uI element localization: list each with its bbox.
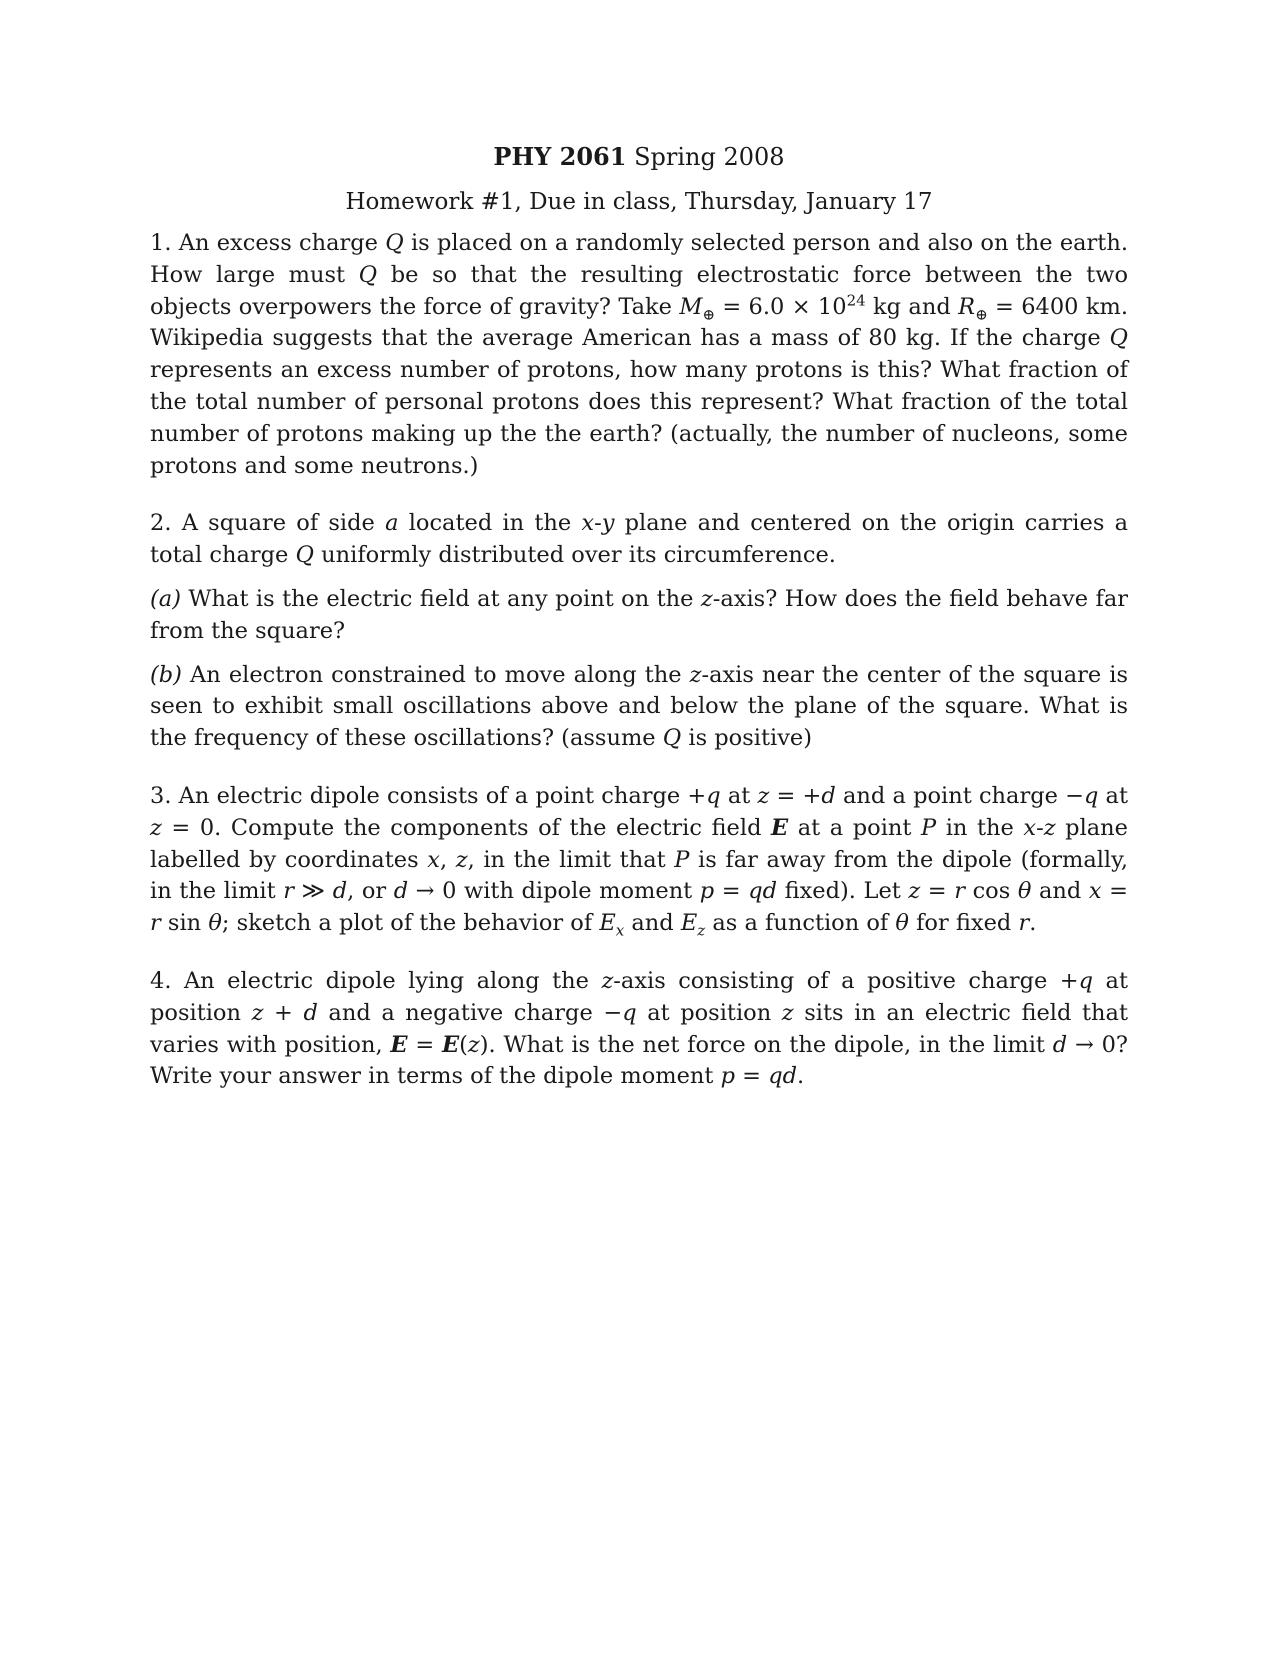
problem-2a-text (150, 584, 1128, 648)
problem-2a-label: (a) (150, 585, 181, 612)
course-term: Spring 2008 (634, 143, 785, 171)
problem-4-number: 4. (150, 967, 172, 994)
problem-4-body: An electric dipole lying along the z-axis consisting of a positive charge +q at position z + d and a negative charge −q at position z sits in an electric field that varies with position, E = E(z). What is the net force on the dipole, in the limit d → 0? Write your answer in terms of the dipole moment p = qd. (150, 967, 1128, 1090)
problem-4-text (150, 966, 1128, 1093)
problem-1 (150, 228, 1128, 482)
course-title (150, 140, 1128, 174)
problem-4 (150, 966, 1128, 1093)
problem-3-text (150, 781, 1128, 940)
homework-page (150, 140, 1128, 1119)
problem-2a-body: What is the electric field at any point on the z-axis? How does the field behave far from the square? (150, 585, 1128, 644)
problem-1-text (150, 228, 1128, 482)
problem-2b-label: (b) (150, 661, 182, 688)
problem-2-text (150, 508, 1128, 572)
problem-2b-body: An electron constrained to move along the z-axis near the center of the square is seen to exhibit small oscillations above and below the plane of the square. What is the frequency of these oscillations? (assume Q is positive) (150, 661, 1129, 752)
problem-1-number: 1. (150, 230, 172, 256)
problem-2b-text (150, 660, 1128, 755)
course-code: PHY 2061 (493, 142, 627, 171)
assignment-heading: Homework #1, Due in class, Thursday, January 17 (345, 189, 933, 215)
problem-2-number: 2. (150, 510, 172, 537)
problem-1-body: An excess charge Q is placed on a randomly selected person and also on the earth. How large must Q be so that the resulting electrostatic force between the two objects overpowers the force of gravity? Take $M_\oplus = 6.0 \times 10^{24}$ kg and $R_\oplus = 6400$ km. Wikipedia suggests that the average American has a mass of 80 kg. If the charge Q represents an excess number of protons, how many protons is this? What fraction of the total number of personal protons does this represent? What fraction of the total number of protons making up the the earth? (actually, the number of nucleons, some protons and some neutrons.) (150, 230, 1128, 479)
problem-3-number: 3. (150, 782, 172, 809)
problem-3-body: An electric dipole consists of a point charge +q at z = +d and a point charge −q at z = 0. Compute the components of the electric field E at a point P in the x-z plane labelled by coordinates x, z, in the limit that P is far away from the dipole (formally, in the limit r ≫ d, or d → 0 with dipole moment p = qd fixed). Let z = r cos θ and x = r sin θ; sketch a plot of the behavior of $E_x$ and $E_z$ as a function of θ for fixed r. (150, 782, 1129, 940)
problem-2 (150, 508, 1128, 755)
problem-3 (150, 781, 1128, 940)
problem-2-body: A square of side a located in the x-y plane and centered on the origin carries a total charge Q uniformly distributed over its circumference. (150, 510, 1128, 569)
